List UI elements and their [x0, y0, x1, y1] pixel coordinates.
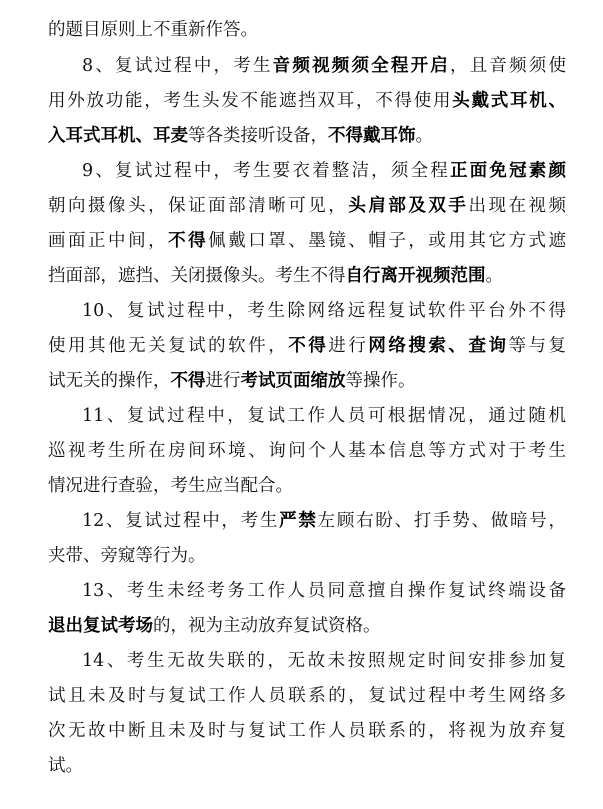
bold-text: 网络搜索、查询: [368, 336, 509, 356]
bold-text: 音频视频须全程开启: [272, 56, 450, 76]
text-segment: 进行: [328, 336, 369, 356]
text-segment: 等操作。: [345, 371, 416, 391]
text-segment: 等与复: [508, 336, 566, 356]
bold-text: 不得: [288, 336, 329, 356]
text-line: [48, 192, 566, 220]
text-segment: 用外放功能，考生头发不能遮挡双耳，不得使用: [48, 91, 453, 111]
text-line: [82, 297, 566, 325]
text-line: [48, 717, 566, 745]
text-line: [48, 752, 566, 780]
text-segment: 出现在视频: [468, 196, 566, 216]
text-segment: 情况进行查验，考生应当配合。: [48, 476, 293, 496]
bold-text: 自行离开视频范围: [345, 266, 486, 286]
text-line: [82, 577, 566, 605]
bold-text: 退出复试考场: [48, 616, 153, 636]
text-segment: 的，视为主动放弃复试资格。: [153, 616, 381, 636]
text-segment: 挡面部，遮挡、关闭摄像头。考生不得: [48, 266, 346, 286]
text-segment: 。: [485, 266, 503, 286]
text-segment: 14、考生无故失联的，无故未按照规定时间安排参加复: [82, 651, 566, 671]
text-line: [48, 682, 566, 710]
text-segment: 。: [415, 126, 433, 146]
text-line: [82, 507, 566, 535]
text-segment: 佩戴口罩、墨镜、帽子，或用其它方式遮: [208, 231, 566, 251]
text-segment: ，且音频须使: [450, 56, 566, 76]
text-line: [48, 87, 566, 115]
bold-text: 头戴式耳机、: [452, 91, 566, 111]
text-line: [48, 227, 566, 255]
text-segment: 巡视考生所在房间环境、询问个人基本信息等方式对于考生: [48, 441, 566, 461]
text-segment: 使用其他无关复试的软件，: [48, 336, 289, 356]
text-segment: 次无故中断且未及时与复试工作人员联系的，将视为放弃复: [48, 721, 566, 741]
text-line: [48, 367, 566, 395]
text-line: [48, 16, 566, 44]
text-line: [48, 437, 566, 465]
text-line: [48, 262, 566, 290]
text-line: [48, 332, 566, 360]
text-segment: 试。: [48, 756, 83, 776]
text-segment: 12、复试过程中，考生: [82, 511, 280, 531]
text-line: [82, 52, 566, 80]
text-line: [48, 612, 566, 640]
bold-text: 正面免冠素颜: [449, 161, 566, 181]
text-segment: 试无关的操作，: [48, 371, 171, 391]
text-segment: 进行: [205, 371, 241, 391]
bold-text: 考试页面缩放: [240, 371, 346, 391]
text-line: [82, 402, 566, 430]
bold-text: 不得: [170, 371, 206, 391]
bold-text: 不得戴耳饰: [328, 126, 416, 146]
text-segment: 9、复试过程中，考生要衣着整洁，须全程: [82, 161, 450, 181]
text-segment: 朝向摄像头，保证面部清晰可见，: [48, 196, 349, 216]
text-segment: 等各类接听设备，: [188, 126, 328, 146]
text-segment: 试且未及时与复试工作人员联系的，复试过程中考生网络多: [48, 686, 566, 706]
bold-text: 头肩部及双手: [348, 196, 469, 216]
text-segment: 11、复试过程中，复试工作人员可根据情况，通过随机: [82, 406, 566, 426]
text-segment: 左顾右盼、打手势、做暗号，: [317, 511, 566, 531]
text-line: [48, 122, 566, 150]
text-segment: 画面正中间，: [48, 231, 169, 251]
bold-text: 严禁: [279, 511, 318, 531]
bold-text: 不得: [168, 231, 209, 251]
text-segment: 13、考生未经考务工作人员同意擅自操作复试终端设备: [82, 581, 566, 601]
text-line: [82, 157, 566, 185]
text-line: [48, 472, 566, 500]
text-line: [48, 542, 566, 570]
text-segment: 夹带、旁窥等行为。: [48, 546, 206, 566]
text-segment: 的题目原则上不重新作答。: [48, 20, 258, 40]
bold-text: 入耳式耳机、耳麦: [48, 126, 188, 146]
text-segment: 10、复试过程中，考生除网络远程复试软件平台外不得: [82, 301, 566, 321]
text-segment: 8、复试过程中，考生: [82, 56, 273, 76]
text-line: [82, 647, 566, 675]
